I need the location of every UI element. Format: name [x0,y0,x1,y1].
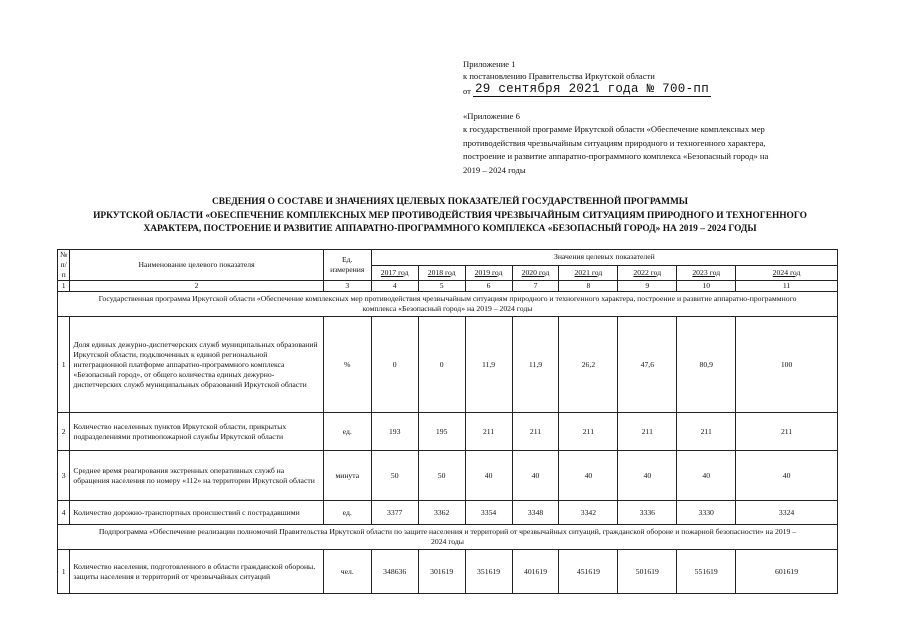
value-cell: 211 [512,413,559,451]
row-number: 4 [58,501,70,525]
unit-cell: минута [323,451,371,501]
value-cell: 211 [736,413,838,451]
header-year: 2024 год [736,265,838,281]
value-cell: 0 [371,317,418,413]
value-cell: 601619 [736,550,838,594]
indicators-table [57,249,838,594]
unit-cell: % [323,317,371,413]
resolution-date-number: 29 сентября 2021 года № 700-пп [474,82,709,96]
value-cell: 40 [465,451,512,501]
title-line-2: ИРКУТСКОЙ ОБЛАСТИ «ОБЕСПЕЧЕНИЕ КОМПЛЕКСНЫХ МЕР ПРОТИВОДЕЙСТВИЯ ЧРЕЗВЫЧАЙНЫМ СИТУАЦИЯМ ПРИРОДНОГО И ТЕХНОГЕННОГО [93,210,807,221]
indicator-name: Доля единых дежурно-диспетчерских служб муниципальных образований Иркутской области, подключенных к единой региональной интеграционной платформе аппаратно-программного комплекса «Безопасный город», от общего количества единых дежурно-диспетчерских служб муниципальных образований Иркутской области [70,317,323,413]
appendix-header [463,58,873,97]
value-cell: 211 [465,413,512,451]
column-numbers-row [58,281,838,292]
column-number: 6 [465,281,512,292]
appendix6-line-2: противодействия чрезвычайным ситуациям природного и техногенного характера, [463,137,766,148]
value-cell: 40 [677,451,736,501]
table-row [58,451,838,501]
value-cell: 451619 [559,550,618,594]
section-title: Государственная программа Иркутской области «Обеспечение комплексных мер противодействия чрезвычайным ситуациям природного и техногенного характера, построение и развитие аппаратно-программного комплекса «Безопасный город» на 2019 – 2024 годы [58,292,838,317]
value-cell: 551619 [677,550,736,594]
header-num-top: № [60,250,68,259]
document-title [40,196,860,237]
column-number: 8 [559,281,618,292]
section-row-state-program [58,292,838,317]
value-cell: 351619 [465,550,512,594]
column-number: 1 [58,281,70,292]
value-cell: 50 [371,451,418,501]
value-cell: 3362 [418,501,465,525]
header-year: 2018 год [418,265,465,281]
value-cell: 100 [736,317,838,413]
header-num-bottom: п/п [60,260,67,279]
value-cell: 301619 [418,550,465,594]
appendix6-line-3: построение и развитие аппаратно-программного комплекса «Безопасный город» на [463,151,769,162]
unit-cell: чел. [323,550,371,594]
row-number: 1 [58,550,70,594]
value-cell: 3348 [512,501,559,525]
value-cell: 211 [618,413,677,451]
column-number: 7 [512,281,559,292]
value-cell: 3342 [559,501,618,525]
appendix6-line-4: 2019 – 2024 годы [463,164,526,175]
indicator-name: Количество дорожно-транспортных происшествий с пострадавшими [70,501,323,525]
value-cell: 195 [418,413,465,451]
header-year: 2022 год [618,265,677,281]
header-values-group: Значения целевых показателей [371,250,837,266]
header-indicator-name: Наименование целевого показателя [70,250,323,281]
table-row [58,501,838,525]
value-cell: 50 [418,451,465,501]
column-number: 9 [618,281,677,292]
header-year: 2023 год [677,265,736,281]
value-cell: 401619 [512,550,559,594]
column-number: 3 [323,281,371,292]
row-number: 1 [58,317,70,413]
value-cell: 3324 [736,501,838,525]
column-number: 4 [371,281,418,292]
value-cell: 11,9 [512,317,559,413]
value-cell: 3377 [371,501,418,525]
title-line-1: СВЕДЕНИЯ О СОСТАВЕ И ЗНАЧЕНИЯХ ЦЕЛЕВЫХ ПОКАЗАТЕЛЕЙ ГОСУДАРСТВЕННОЙ ПРОГРАММЫ [211,197,689,207]
indicator-name: Количество населения, подготовленного в области гражданской обороны, защиты населения и территорий от чрезвычайных ситуаций [70,550,323,594]
value-cell: 40 [512,451,559,501]
value-cell: 40 [736,451,838,501]
value-cell: 40 [618,451,677,501]
value-cell: 3330 [677,501,736,525]
value-cell: 11,9 [465,317,512,413]
appendix-label: Приложение 1 [463,59,516,69]
value-cell: 0 [418,317,465,413]
section-title: Подпрограмма «Обеспечение реализации полномочий Правительства Иркутской области по защите населения и территорий от чрезвычайных ситуаций, гражданской обороне и пожарной безопасности» на 2019 – 2024 годы [58,525,838,550]
header-unit [323,250,371,281]
value-cell: 3336 [618,501,677,525]
resolution-date-line [463,83,873,97]
indicator-name: Среднее время реагирования экстренных оперативных служб на обращения населения по номеру «112» на территории Иркутской области [70,451,323,501]
value-cell: 3354 [465,501,512,525]
value-cell: 40 [559,451,618,501]
title-line-3: ХАРАКТЕРА, ПОСТРОЕНИЕ И РАЗВИТИЕ АППАРАТНО-ПРОГРАММНОГО КОМПЛЕКСА «БЕЗОПАСНЫЙ ГОРОД» НА 2019 – 2024 ГОДЫ [143,224,757,235]
table-row [58,317,838,413]
value-cell: 211 [677,413,736,451]
value-cell: 80,9 [677,317,736,413]
section-row-subprogram [58,525,838,550]
value-cell: 193 [371,413,418,451]
appendix6-block [463,110,873,177]
appendix6-title: «Приложение 6 [463,111,520,121]
unit-cell: ед. [323,413,371,451]
header-year: 2017 год [371,265,418,281]
column-number: 11 [736,281,838,292]
value-cell: 26,2 [559,317,618,413]
header-unit-bottom: измерения [330,265,365,274]
resolution-reference: к постановлению Правительства Иркутской области [463,71,655,81]
value-cell: 348636 [371,550,418,594]
header-num [58,250,70,281]
value-cell: 501619 [618,550,677,594]
table-row [58,550,838,594]
from-prefix: от [463,86,471,96]
column-number: 5 [418,281,465,292]
header-unit-top: Ед. [341,255,353,264]
column-number: 2 [70,281,323,292]
table-row [58,413,838,451]
row-number: 2 [58,413,70,451]
header-year: 2020 год [512,265,559,281]
header-year: 2021 год [559,265,618,281]
row-number: 3 [58,451,70,501]
unit-cell: ед. [323,501,371,525]
indicator-name: Количество населенных пунктов Иркутской области, прикрытых подразделениями противопожарной службы Иркутской области [70,413,323,451]
value-cell: 47,6 [618,317,677,413]
table-header-row-1 [58,250,838,266]
header-year: 2019 год [465,265,512,281]
appendix6-line-1: к государственной программе Иркутской области «Обеспечение комплексных мер [463,124,765,135]
column-number: 10 [677,281,736,292]
value-cell: 211 [559,413,618,451]
